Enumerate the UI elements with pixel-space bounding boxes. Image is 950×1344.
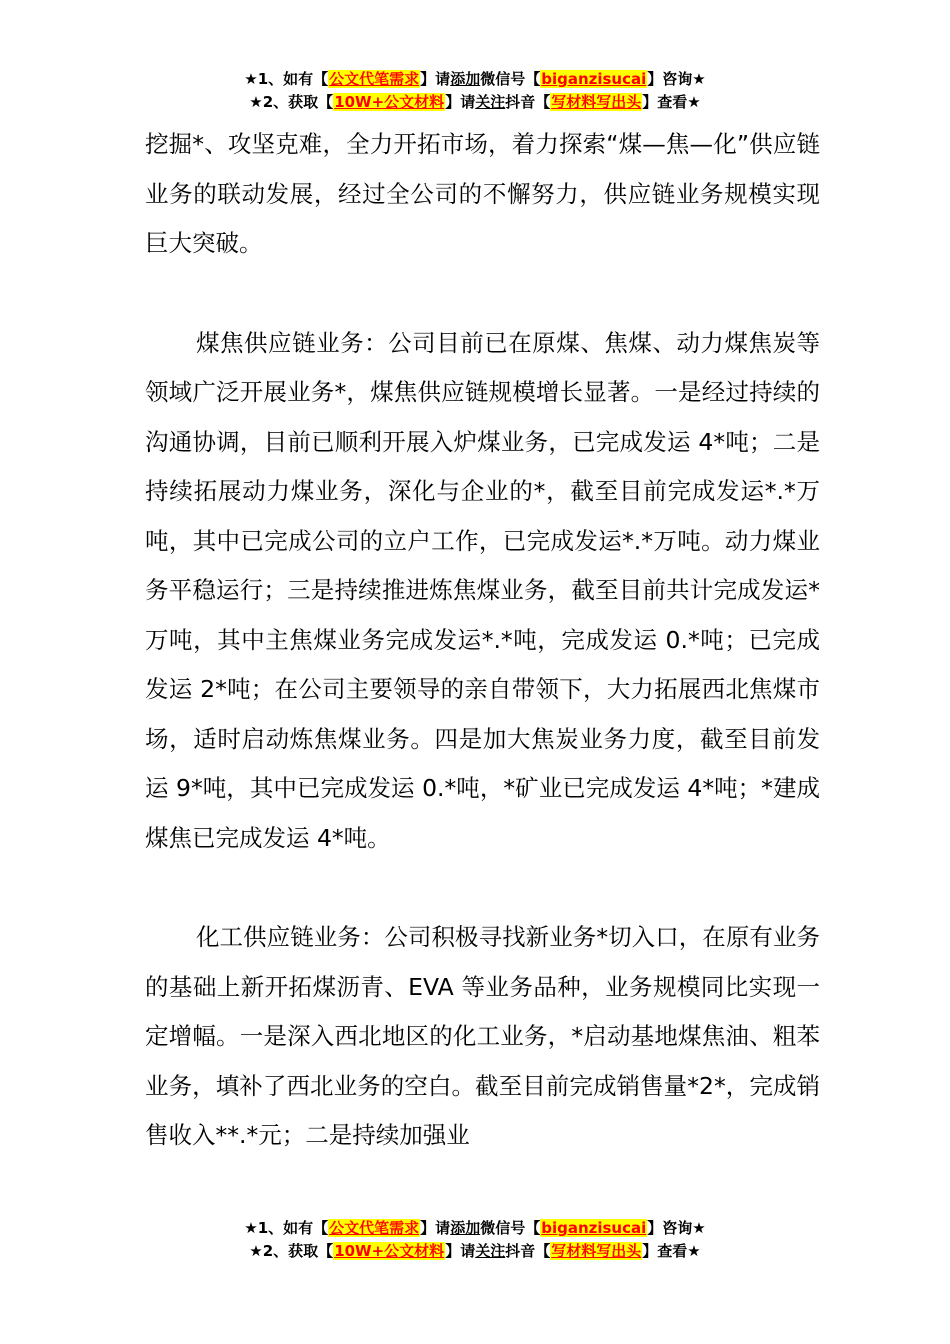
banner-text: 】咨询★ <box>647 1219 706 1237</box>
banner-text: ★2、获取【 <box>249 1242 334 1260</box>
underlined-text: 关注 <box>475 1242 506 1260</box>
highlight-text: 写材料写出头 <box>551 93 642 111</box>
banner-text: 】请 <box>445 1242 476 1260</box>
banner-line-1 <box>0 1217 950 1240</box>
paragraph-gap <box>145 863 820 913</box>
paragraph-gap <box>145 269 820 319</box>
highlight-text: biganzisucai <box>541 1219 647 1237</box>
footer-banner <box>0 1217 950 1263</box>
body-paragraph: 煤焦供应链业务：公司目前已在原煤、焦煤、动力煤焦炭等领域广泛开展业务*，煤焦供应链规模增长显著。一是经过持续的沟通协调，目前已顺利开展入炉煤业务，已完成发运 4*吨；二是持续拓展动力煤业务，深化与企业的*，截至目前完成发运*.*万吨，其中已完成公司的立户工作，已完成发运*.*万吨。动力煤业务平稳运行；三是持续推进炼焦煤业务，截至目前共计完成发运*万吨，其中主焦煤业务完成发运*.*吨，完成发运 0.*吨；已完成发运 2*吨；在公司主要领导的亲自带领下，大力拓展西北焦煤市场，适时启动炼焦煤业务。四是加大焦炭业务力度，截至目前发运 9*吨，其中已完成发运 0.*吨，*矿业已完成发运 4*吨；*建成煤焦已完成发运 4*吨。 <box>145 328 820 852</box>
banner-line-1 <box>0 68 950 91</box>
banner-text: ★1、如有【 <box>244 70 329 88</box>
banner-text: 】咨询★ <box>647 70 706 88</box>
highlight-text: 10W+公文材料 <box>334 93 445 111</box>
highlight-text: 10W+公文材料 <box>334 1242 445 1260</box>
body-paragraph: 化工供应链业务：公司积极寻找新业务*切入口，在原有业务的基础上新开拓煤沥青、EVA 等业务品种，业务规模同比实现一定增幅。一是深入西北地区的化工业务，*启动基地煤焦油、粗苯业务，填补了西北业务的空白。截至目前完成销售量*2*，完成销售收入**.*元；二是持续加强业 <box>145 923 820 1149</box>
underlined-text: 关注 <box>475 93 506 111</box>
banner-text: ★1、如有【 <box>244 1219 329 1237</box>
underlined-text: 添加 <box>450 1219 481 1237</box>
banner-text: 】请 <box>420 1219 451 1237</box>
document-body <box>145 120 820 1161</box>
highlight-text: 公文代笔需求 <box>329 1219 420 1237</box>
highlight-text: biganzisucai <box>541 70 647 88</box>
banner-text: 】查看★ <box>642 93 701 111</box>
banner-text: 微信号【 <box>480 70 541 88</box>
banner-line-2 <box>0 91 950 114</box>
banner-line-2 <box>0 1240 950 1263</box>
underlined-text: 添加 <box>450 70 481 88</box>
banner-text: 】请 <box>445 93 476 111</box>
highlight-text: 公文代笔需求 <box>329 70 420 88</box>
banner-text: 微信号【 <box>480 1219 541 1237</box>
body-paragraph: 挖掘*、攻坚克难，全力开拓市场，着力探索“煤—焦—化”供应链业务的联动发展，经过全公司的不懈努力，供应链业务规模实现巨大突破。 <box>145 130 820 257</box>
banner-text: 抖音【 <box>505 93 551 111</box>
banner-text: ★2、获取【 <box>249 93 334 111</box>
banner-text: 】查看★ <box>642 1242 701 1260</box>
header-banner <box>0 68 950 114</box>
banner-text: 】请 <box>420 70 451 88</box>
banner-text: 抖音【 <box>505 1242 551 1260</box>
highlight-text: 写材料写出头 <box>551 1242 642 1260</box>
